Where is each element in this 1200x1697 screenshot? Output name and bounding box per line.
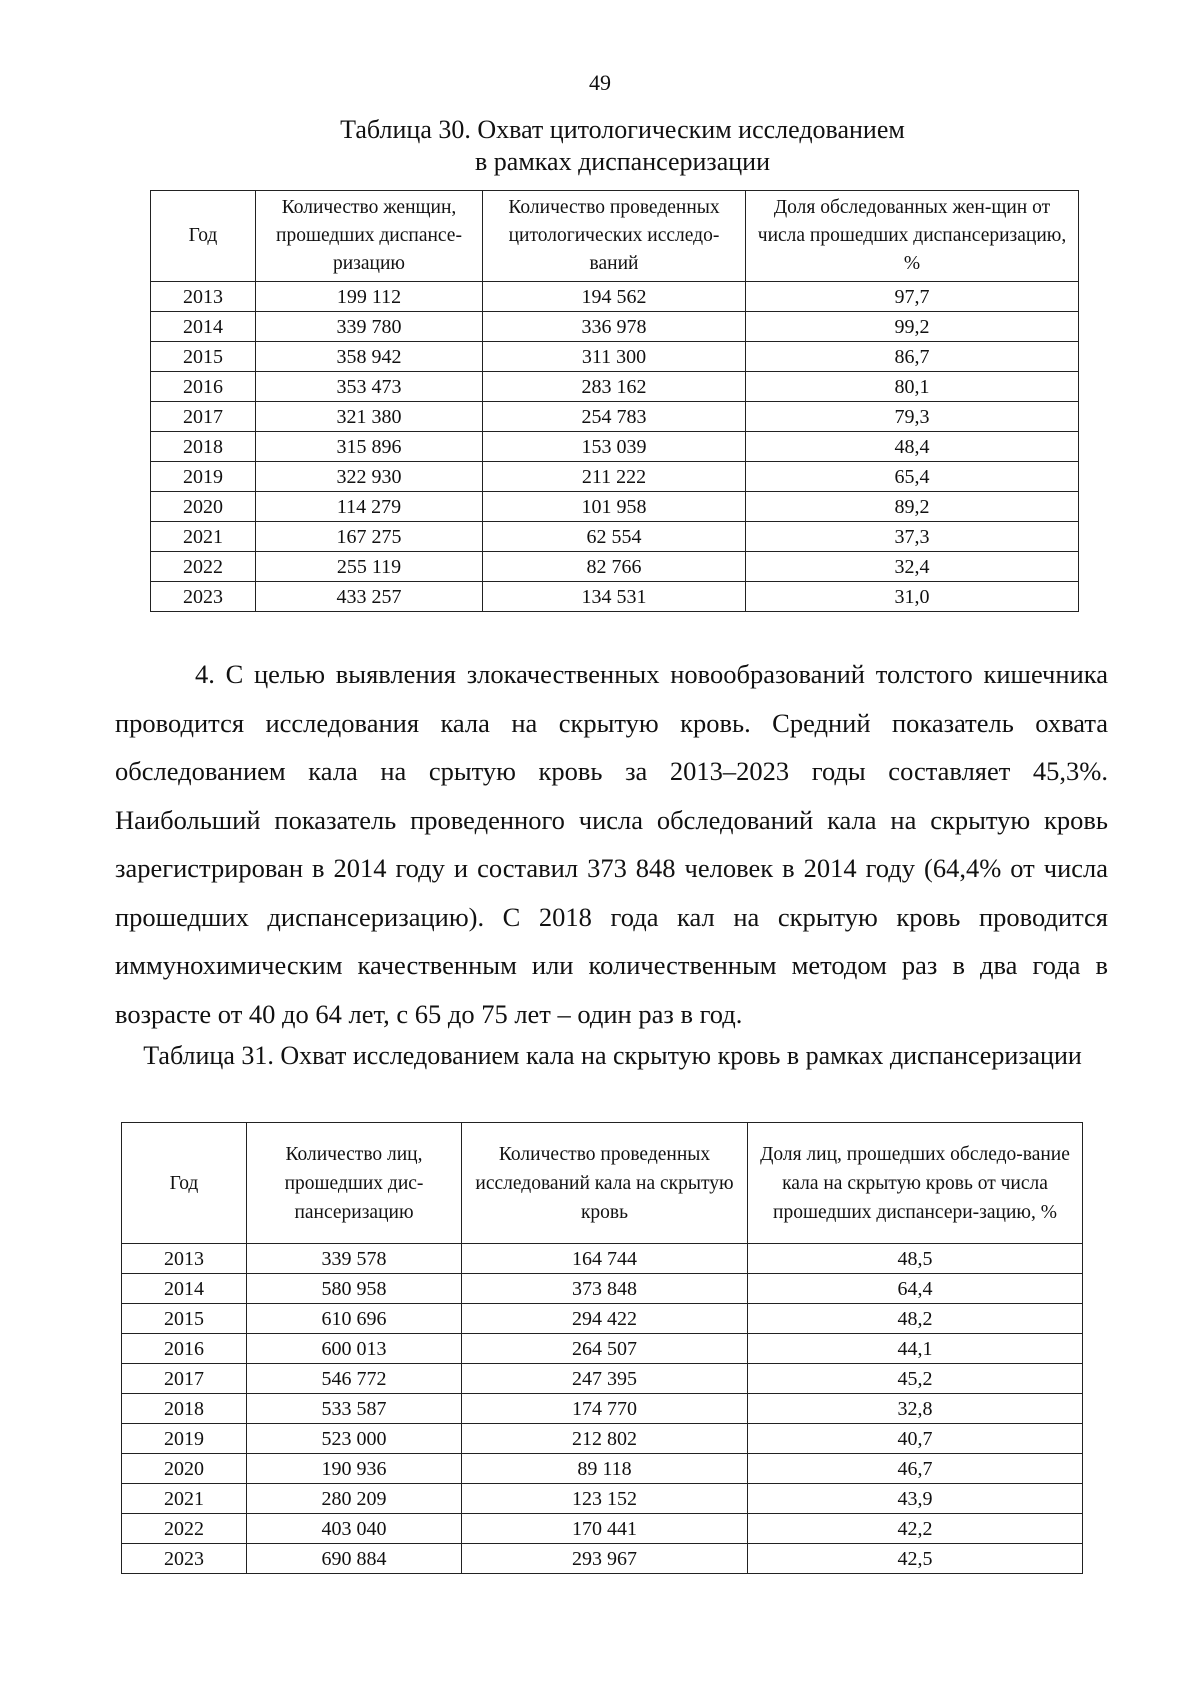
count-cell: 280 209	[247, 1484, 462, 1514]
table-row	[122, 1334, 1083, 1364]
table-row	[122, 1364, 1083, 1394]
table-30	[150, 190, 1079, 612]
tests-cell: 283 162	[483, 372, 746, 402]
page-number: 49	[589, 70, 611, 95]
count-cell: 690 884	[247, 1544, 462, 1574]
tests-cell: 293 967	[462, 1544, 748, 1574]
count-cell: 580 958	[247, 1274, 462, 1304]
tests-cell: 134 531	[483, 582, 746, 612]
year-cell: 2023	[151, 582, 256, 612]
year-cell: 2017	[151, 402, 256, 432]
table-row	[151, 372, 1079, 402]
count-cell: 199 112	[256, 282, 483, 312]
count-cell: 358 942	[256, 342, 483, 372]
year-cell: 2021	[151, 522, 256, 552]
table-30-caption-line-2: в рамках диспансеризации	[475, 147, 770, 176]
year-cell: 2017	[122, 1364, 247, 1394]
count-cell: 403 040	[247, 1514, 462, 1544]
table-row	[122, 1244, 1083, 1274]
table-row	[122, 1424, 1083, 1454]
share-cell: 48,4	[746, 432, 1079, 462]
share-cell: 80,1	[746, 372, 1079, 402]
share-cell: 46,7	[748, 1454, 1083, 1484]
table-31-body	[122, 1244, 1083, 1574]
share-cell: 99,2	[746, 312, 1079, 342]
table-row	[151, 312, 1079, 342]
table-row	[151, 282, 1079, 312]
share-cell: 43,9	[748, 1484, 1083, 1514]
count-cell: 523 000	[247, 1424, 462, 1454]
table-31-caption: Таблица 31. Охват исследованием кала на скрытую кровь в рамках диспансеризации	[143, 1041, 1082, 1070]
tests-cell: 211 222	[483, 462, 746, 492]
table-30-body	[151, 282, 1079, 612]
tests-cell: 153 039	[483, 432, 746, 462]
table-30-header-year: Год	[151, 191, 256, 282]
tests-cell: 264 507	[462, 1334, 748, 1364]
tests-cell: 170 441	[462, 1514, 748, 1544]
year-cell: 2019	[122, 1424, 247, 1454]
table-30-header-tests-count: Количество проведенных цитологических исследо-ваний	[483, 191, 746, 282]
count-cell: 533 587	[247, 1394, 462, 1424]
year-cell: 2016	[151, 372, 256, 402]
table-30-caption	[150, 114, 1095, 178]
year-cell: 2016	[122, 1334, 247, 1364]
tests-cell: 247 395	[462, 1364, 748, 1394]
table-row	[122, 1454, 1083, 1484]
share-cell: 44,1	[748, 1334, 1083, 1364]
share-cell: 64,4	[748, 1274, 1083, 1304]
table-row	[151, 402, 1079, 432]
table-row	[122, 1304, 1083, 1334]
count-cell: 600 013	[247, 1334, 462, 1364]
tests-cell: 62 554	[483, 522, 746, 552]
year-cell: 2018	[151, 432, 256, 462]
table-row	[151, 342, 1079, 372]
year-cell: 2015	[151, 342, 256, 372]
year-cell: 2018	[122, 1394, 247, 1424]
count-cell: 322 930	[256, 462, 483, 492]
share-cell: 48,2	[748, 1304, 1083, 1334]
count-cell: 315 896	[256, 432, 483, 462]
tests-cell: 123 152	[462, 1484, 748, 1514]
table-31-header-year: Год	[122, 1123, 247, 1244]
share-cell: 89,2	[746, 492, 1079, 522]
table-30-header-women-count: Количество женщин, прошедших диспансе-ризацию	[256, 191, 483, 282]
year-cell: 2023	[122, 1544, 247, 1574]
year-cell: 2022	[122, 1514, 247, 1544]
tests-cell: 311 300	[483, 342, 746, 372]
table-31-header-row	[122, 1123, 1083, 1244]
body-paragraph: 4. С целью выявления злокачественных новообразований толстого кишечника проводится исследования кала на скрытую кровь. Средний показатель охвата обследованием кала на срытую кровь за 2013–2023 годы составляет 45,3%. Наибольший показатель проведенного числа обследований кала на скрытую кровь зарегистрирован в 2014 году и составил 373 848 человек в 2014 году (64,4% от числа прошедших диспансеризацию). С 2018 года кал на скрытую кровь проводится иммунохимическим качественным или количественным методом раз в два года в возрасте от 40 до 64 лет, с 65 до 75 лет – один раз в год.	[115, 659, 1108, 1029]
table-row	[151, 582, 1079, 612]
year-cell: 2022	[151, 552, 256, 582]
tests-cell: 373 848	[462, 1274, 748, 1304]
table-31-header-share: Доля лиц, прошедших обследо-вание кала на скрытую кровь от числа прошедших диспансери-зацию, %	[748, 1123, 1083, 1244]
tests-cell: 174 770	[462, 1394, 748, 1424]
share-cell: 42,5	[748, 1544, 1083, 1574]
table-row	[151, 432, 1079, 462]
share-cell: 32,4	[746, 552, 1079, 582]
count-cell: 114 279	[256, 492, 483, 522]
share-cell: 40,7	[748, 1424, 1083, 1454]
table-30-caption-line-1: Таблица 30. Охват цитологическим исследованием	[340, 115, 905, 144]
table-row	[122, 1394, 1083, 1424]
table-row	[151, 462, 1079, 492]
table-row	[122, 1274, 1083, 1304]
share-cell: 86,7	[746, 342, 1079, 372]
count-cell: 546 772	[247, 1364, 462, 1394]
tests-cell: 212 802	[462, 1424, 748, 1454]
table-31-header-persons-count: Количество лиц, прошедших дис-пансеризацию	[247, 1123, 462, 1244]
table-row	[122, 1484, 1083, 1514]
tests-cell: 82 766	[483, 552, 746, 582]
table-30-header-row	[151, 191, 1079, 282]
share-cell: 79,3	[746, 402, 1079, 432]
count-cell: 353 473	[256, 372, 483, 402]
table-row	[151, 492, 1079, 522]
year-cell: 2015	[122, 1304, 247, 1334]
year-cell: 2014	[151, 312, 256, 342]
count-cell: 255 119	[256, 552, 483, 582]
year-cell: 2020	[122, 1454, 247, 1484]
year-cell: 2019	[151, 462, 256, 492]
tests-cell: 254 783	[483, 402, 746, 432]
share-cell: 37,3	[746, 522, 1079, 552]
table-row	[151, 522, 1079, 552]
share-cell: 42,2	[748, 1514, 1083, 1544]
share-cell: 32,8	[748, 1394, 1083, 1424]
table-row	[151, 552, 1079, 582]
count-cell: 339 578	[247, 1244, 462, 1274]
table-31-header-tests-count: Количество проведенных исследований кала на скрытую кровь	[462, 1123, 748, 1244]
table-row	[122, 1514, 1083, 1544]
year-cell: 2013	[122, 1244, 247, 1274]
year-cell: 2020	[151, 492, 256, 522]
tests-cell: 294 422	[462, 1304, 748, 1334]
count-cell: 167 275	[256, 522, 483, 552]
count-cell: 190 936	[247, 1454, 462, 1484]
year-cell: 2013	[151, 282, 256, 312]
count-cell: 339 780	[256, 312, 483, 342]
table-31	[121, 1122, 1083, 1574]
share-cell: 48,5	[748, 1244, 1083, 1274]
tests-cell: 336 978	[483, 312, 746, 342]
count-cell: 433 257	[256, 582, 483, 612]
table-30-header-share: Доля обследованных жен-щин от числа прошедших диспансеризацию, %	[746, 191, 1079, 282]
tests-cell: 101 958	[483, 492, 746, 522]
count-cell: 610 696	[247, 1304, 462, 1334]
year-cell: 2021	[122, 1484, 247, 1514]
count-cell: 321 380	[256, 402, 483, 432]
tests-cell: 89 118	[462, 1454, 748, 1484]
share-cell: 97,7	[746, 282, 1079, 312]
tests-cell: 194 562	[483, 282, 746, 312]
year-cell: 2014	[122, 1274, 247, 1304]
table-row	[122, 1544, 1083, 1574]
share-cell: 65,4	[746, 462, 1079, 492]
tests-cell: 164 744	[462, 1244, 748, 1274]
share-cell: 45,2	[748, 1364, 1083, 1394]
share-cell: 31,0	[746, 582, 1079, 612]
